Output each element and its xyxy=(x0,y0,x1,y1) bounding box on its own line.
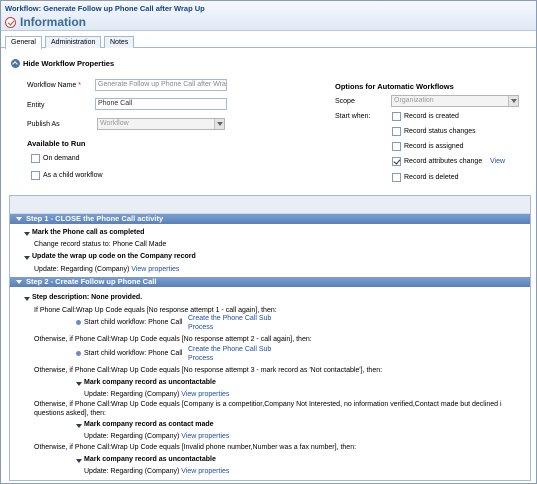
available-to-run-heading: Available to Run xyxy=(27,139,86,148)
condition-5[interactable]: Otherwise, if Phone Call:Wrap Up Code equals [Invalid phone number,Number was a fax number], then: xyxy=(34,444,357,451)
scope-label: Scope xyxy=(335,98,355,105)
expand-icon[interactable] xyxy=(76,382,82,386)
hide-properties-label: Hide Workflow Properties xyxy=(23,59,115,68)
condition-4-cont: questions asked], then: xyxy=(34,410,106,417)
mark-contact-made[interactable]: Mark company record as contact made xyxy=(84,421,214,428)
condition-1[interactable]: If Phone Call:Wrap Up Code equals [No response attempt 1 - call again], then: xyxy=(34,307,277,314)
on-demand-label: On demand xyxy=(43,155,80,162)
child-link-1-cont[interactable]: Process xyxy=(188,324,214,331)
change-status-line: Change record status to: Phone Call Made xyxy=(34,241,167,248)
start-child-2: Start child workflow: Phone Call xyxy=(84,350,183,357)
view-properties-link[interactable]: View properties xyxy=(181,433,230,440)
general-panel xyxy=(5,51,534,191)
record-attributes-checkbox[interactable] xyxy=(392,157,401,166)
designer-toolbar xyxy=(10,196,530,214)
tab-administration[interactable]: Administration xyxy=(45,36,101,48)
expand-icon[interactable] xyxy=(24,256,30,260)
record-created-label: Record is created xyxy=(404,113,459,120)
expand-icon[interactable] xyxy=(76,459,82,463)
child-workflow-label: As a child workflow xyxy=(43,172,103,179)
entity-input[interactable]: Phone Call xyxy=(95,98,227,110)
collapse-icon xyxy=(11,59,20,68)
child-link-2-cont[interactable]: Process xyxy=(188,355,214,362)
condition-2[interactable]: Otherwise, if Phone Call:Wrap Up Code equals [No response attempt 2 - call again], then: xyxy=(34,336,312,343)
condition-4[interactable]: Otherwise, if Phone Call:Wrap Up Code equals [Company is a competitior,Company Not Interested, no information verified,Contact made but declined i xyxy=(34,401,502,408)
child-link-2[interactable]: Create the Phone Call Sub xyxy=(188,346,272,353)
scope-value: Organization xyxy=(394,97,434,104)
expand-icon[interactable] xyxy=(24,297,30,301)
step-description: Step description: None provided. xyxy=(32,294,143,301)
tab-general[interactable]: General xyxy=(5,36,42,49)
update-regarding-line: Update: Regarding (Company) View properties xyxy=(84,391,230,398)
view-properties-link[interactable]: View properties xyxy=(181,391,230,398)
hide-properties-toggle[interactable] xyxy=(11,59,114,68)
workflow-designer xyxy=(9,195,531,481)
record-assigned-checkbox[interactable] xyxy=(392,142,401,151)
publish-as-label: Publish As xyxy=(27,121,60,128)
record-attributes-label: Record attributes change xyxy=(404,158,483,165)
step-2-header[interactable]: Step 2 - Create Follow up Phone Call xyxy=(10,277,530,287)
required-mark: * xyxy=(78,82,81,89)
record-status-label: Record status changes xyxy=(404,128,476,135)
update-regarding-line: Update: Regarding (Company) View properties xyxy=(84,433,230,440)
expand-icon[interactable] xyxy=(16,280,22,284)
attributes-view-link[interactable]: View xyxy=(490,158,506,165)
child-link-1[interactable]: Create the Phone Call Sub xyxy=(188,315,272,322)
update-regarding-line: Update: Regarding (Company) View properties xyxy=(84,468,230,475)
child-workflow-checkbox[interactable] xyxy=(31,171,40,180)
checkmark-icon xyxy=(5,17,16,28)
update-wrapup-step[interactable]: Update the wrap up code on the Company record xyxy=(32,253,196,260)
start-child-1: Start child workflow: Phone Call xyxy=(84,319,183,326)
step-1-header[interactable]: Step 1 - CLOSE the Phone Call activity xyxy=(10,214,530,224)
update-regarding-line: Update: Regarding (Company) View properties xyxy=(34,266,180,273)
expand-icon[interactable] xyxy=(24,232,30,236)
chevron-down-icon xyxy=(214,119,224,129)
record-status-checkbox[interactable] xyxy=(392,127,401,136)
view-properties-link[interactable]: View properties xyxy=(181,468,230,475)
mark-uncontactable-1[interactable]: Mark company record as uncontactable xyxy=(84,379,216,386)
chevron-down-icon xyxy=(508,96,518,106)
child-workflow-icon xyxy=(76,351,81,356)
expand-icon[interactable] xyxy=(16,217,22,221)
child-workflow-icon xyxy=(76,320,81,325)
record-deleted-checkbox[interactable] xyxy=(392,173,401,182)
record-created-checkbox[interactable] xyxy=(392,112,401,121)
publish-as-value: Workflow xyxy=(100,120,129,127)
section-title: Information xyxy=(20,15,86,29)
on-demand-checkbox[interactable] xyxy=(31,154,40,163)
condition-3[interactable]: Otherwise, if Phone Call:Wrap Up Code equals [No response attempt 3 - mark record as 'Not contactable'], then: xyxy=(34,367,383,374)
start-when-label: Start when: xyxy=(335,113,371,120)
tab-notes[interactable]: Notes xyxy=(104,36,134,48)
record-deleted-label: Record is deleted xyxy=(404,174,459,181)
window-title: Workflow: Generate Follow up Phone Call after Wrap Up xyxy=(5,4,205,13)
workflow-name-label: Workflow Name * xyxy=(27,82,81,89)
record-assigned-label: Record is assigned xyxy=(404,143,464,150)
entity-label: Entity xyxy=(27,102,45,109)
title-bar xyxy=(1,1,536,31)
expand-icon[interactable] xyxy=(76,424,82,428)
mark-uncontactable-2[interactable]: Mark company record as uncontactable xyxy=(84,456,216,463)
tab-strip xyxy=(1,35,536,48)
mark-completed-step[interactable]: Mark the Phone call as completed xyxy=(32,229,145,236)
section-header xyxy=(5,14,86,30)
view-properties-link[interactable]: View properties xyxy=(131,266,180,273)
scope-select[interactable] xyxy=(391,95,519,107)
options-heading: Options for Automatic Workflows xyxy=(335,82,454,91)
publish-as-select[interactable] xyxy=(97,118,225,130)
workflow-name-input[interactable]: Generate Follow up Phone Call after Wra xyxy=(95,79,227,91)
